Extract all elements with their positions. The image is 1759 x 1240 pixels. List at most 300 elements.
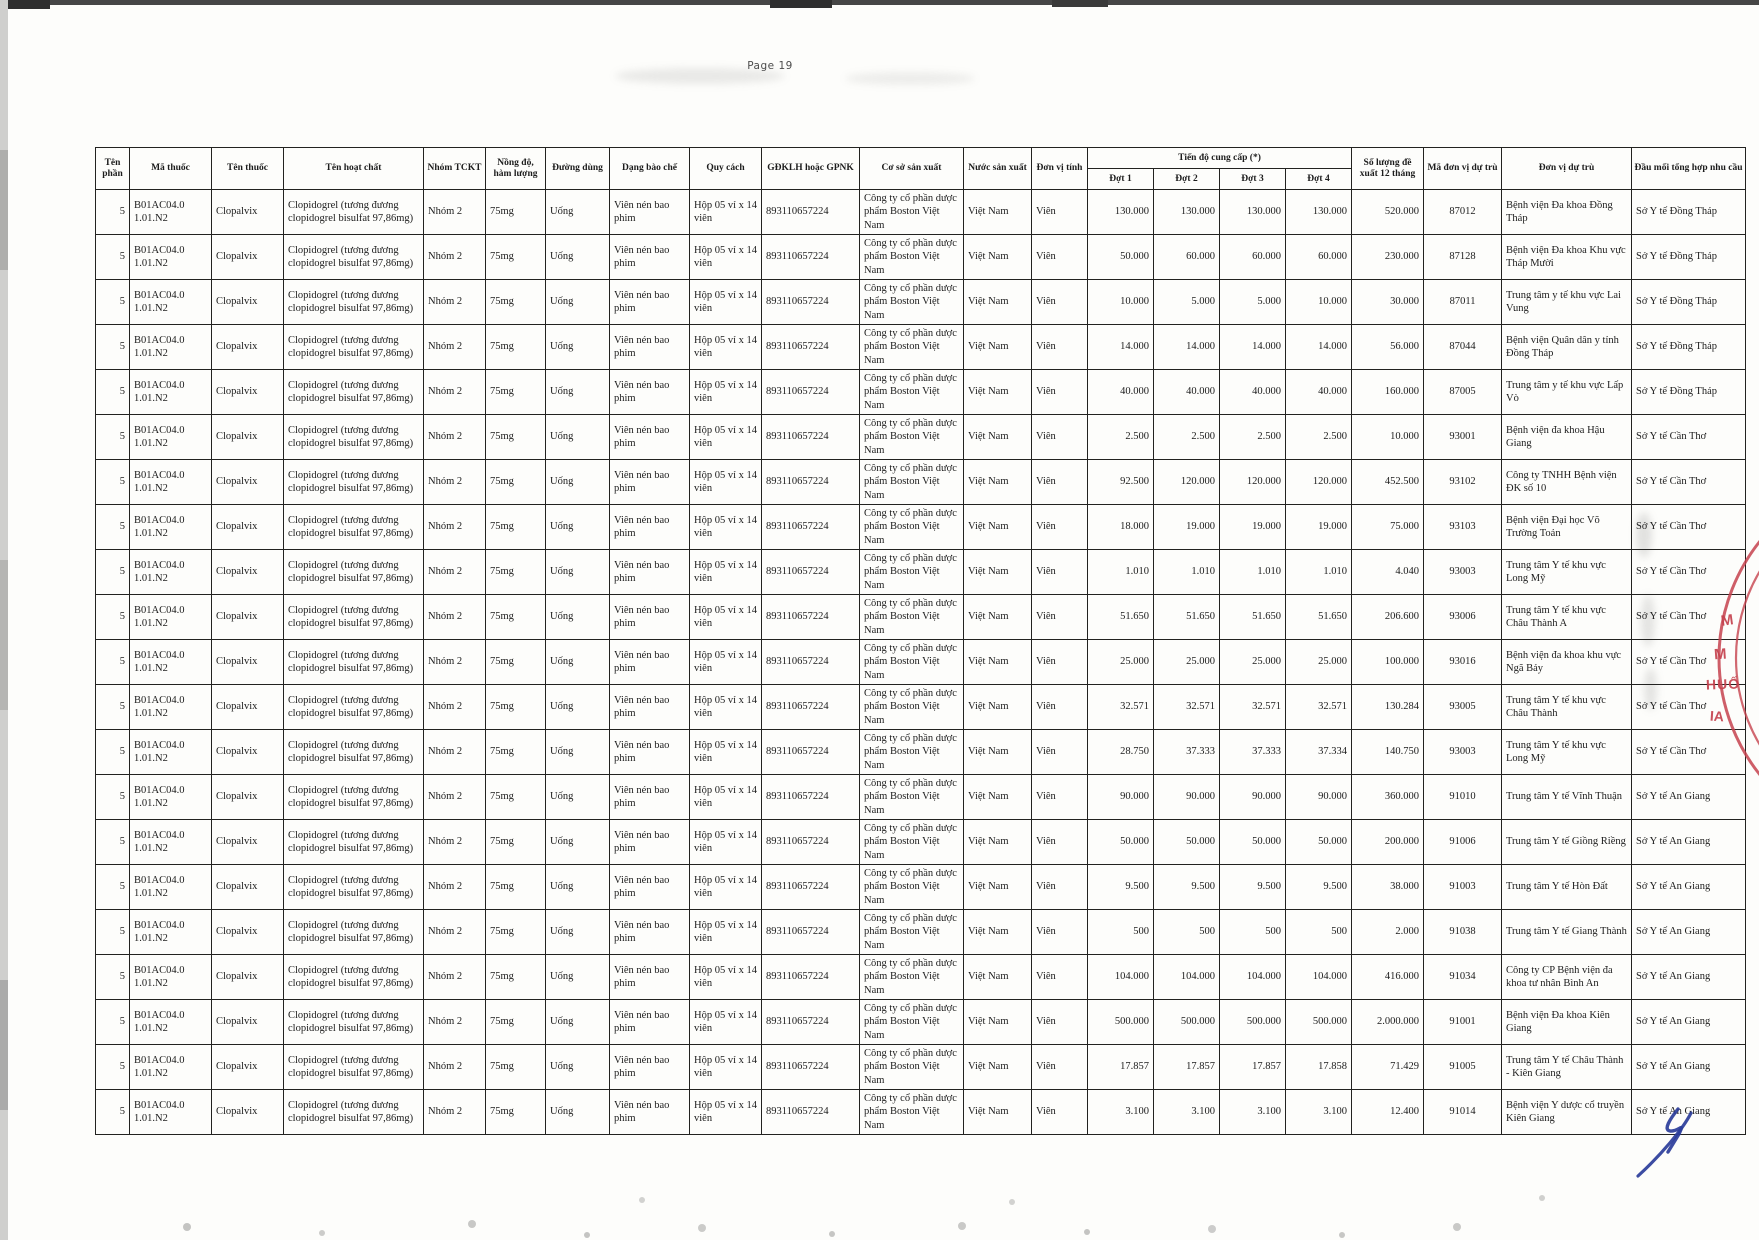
- cell-ten-phan: 5: [96, 865, 130, 910]
- cell-ten-hoat-chat: Clopidogrel (tương đương clopidogrel bisulfat 97,86mg): [284, 280, 424, 325]
- cell-dot-4: 10.000: [1286, 280, 1352, 325]
- cell-don-vi-tinh: Viên: [1032, 280, 1088, 325]
- cell-duong-dung: Uống: [546, 1045, 610, 1090]
- cell-don-vi-tinh: Viên: [1032, 730, 1088, 775]
- cell-dau-moi: Sở Y tế Đồng Tháp: [1632, 325, 1746, 370]
- col-header-don-vi-tinh: Đơn vị tính: [1032, 148, 1088, 190]
- cell-so-luong-12-thang: 200.000: [1352, 820, 1424, 865]
- cell-co-so-san-xuat: Công ty cổ phần dược phẩm Boston Việt Nam: [860, 730, 964, 775]
- cell-so-luong-12-thang: 452.500: [1352, 460, 1424, 505]
- cell-quy-cach: Hộp 05 vỉ x 14 viên: [690, 595, 762, 640]
- cell-ten-thuoc: Clopalvix: [212, 370, 284, 415]
- scan-noise-dots: [0, 0, 4, 4]
- cell-dot-4: 51.650: [1286, 595, 1352, 640]
- cell-nong-do: 75mg: [486, 775, 546, 820]
- cell-ten-hoat-chat: Clopidogrel (tương đương clopidogrel bisulfat 97,86mg): [284, 460, 424, 505]
- cell-co-so-san-xuat: Công ty cổ phần dược phẩm Boston Việt Nam: [860, 1090, 964, 1135]
- cell-don-vi-du-tru: Bệnh viện đa khoa khu vực Ngã Bảy: [1502, 640, 1632, 685]
- cell-ten-hoat-chat: Clopidogrel (tương đương clopidogrel bisulfat 97,86mg): [284, 595, 424, 640]
- cell-gdklh: 893110657224: [762, 505, 860, 550]
- table-row: [96, 325, 1746, 370]
- col-header-quy-cach: Quy cách: [690, 148, 762, 190]
- cell-dot-2: 2.500: [1154, 415, 1220, 460]
- cell-dau-moi: Sở Y tế Cần Thơ: [1632, 730, 1746, 775]
- cell-dot-2: 17.857: [1154, 1045, 1220, 1090]
- cell-dang-bao-che: Viên nén bao phim: [610, 685, 690, 730]
- cell-duong-dung: Uống: [546, 235, 610, 280]
- cell-ma-thuoc: B01AC04.0 1.01.N2: [130, 325, 212, 370]
- cell-gdklh: 893110657224: [762, 370, 860, 415]
- cell-dot-3: 9.500: [1220, 865, 1286, 910]
- cell-ten-hoat-chat: Clopidogrel (tương đương clopidogrel bisulfat 97,86mg): [284, 1045, 424, 1090]
- cell-co-so-san-xuat: Công ty cổ phần dược phẩm Boston Việt Nam: [860, 415, 964, 460]
- cell-don-vi-tinh: Viên: [1032, 1090, 1088, 1135]
- cell-ten-hoat-chat: Clopidogrel (tương đương clopidogrel bisulfat 97,86mg): [284, 1000, 424, 1045]
- cell-co-so-san-xuat: Công ty cổ phần dược phẩm Boston Việt Nam: [860, 1045, 964, 1090]
- cell-dang-bao-che: Viên nén bao phim: [610, 865, 690, 910]
- cell-ten-hoat-chat: Clopidogrel (tương đương clopidogrel bisulfat 97,86mg): [284, 640, 424, 685]
- cell-gdklh: 893110657224: [762, 235, 860, 280]
- cell-so-luong-12-thang: 75.000: [1352, 505, 1424, 550]
- cell-so-luong-12-thang: 230.000: [1352, 235, 1424, 280]
- cell-nuoc-san-xuat: Việt Nam: [964, 190, 1032, 235]
- cell-co-so-san-xuat: Công ty cổ phần dược phẩm Boston Việt Nam: [860, 595, 964, 640]
- cell-duong-dung: Uống: [546, 820, 610, 865]
- table-row: [96, 640, 1746, 685]
- cell-duong-dung: Uống: [546, 190, 610, 235]
- cell-don-vi-du-tru: Bệnh viện Đa khoa Kiên Giang: [1502, 1000, 1632, 1045]
- col-header-so-luong-12-thang: Số lượng đề xuất 12 tháng: [1352, 148, 1424, 190]
- cell-ma-don-vi-du-tru: 87011: [1424, 280, 1502, 325]
- cell-ma-thuoc: B01AC04.0 1.01.N2: [130, 595, 212, 640]
- cell-don-vi-du-tru: Bệnh viện Đa khoa Khu vực Tháp Mười: [1502, 235, 1632, 280]
- cell-dot-2: 9.500: [1154, 865, 1220, 910]
- cell-ma-thuoc: B01AC04.0 1.01.N2: [130, 1045, 212, 1090]
- table-row: [96, 910, 1746, 955]
- cell-dot-3: 37.333: [1220, 730, 1286, 775]
- cell-so-luong-12-thang: 520.000: [1352, 190, 1424, 235]
- table-row: [96, 280, 1746, 325]
- cell-ma-don-vi-du-tru: 87005: [1424, 370, 1502, 415]
- cell-ten-phan: 5: [96, 910, 130, 955]
- cell-dot-1: 17.857: [1088, 1045, 1154, 1090]
- cell-gdklh: 893110657224: [762, 325, 860, 370]
- cell-don-vi-du-tru: Trung tâm y tế khu vực Lai Vung: [1502, 280, 1632, 325]
- cell-co-so-san-xuat: Công ty cổ phần dược phẩm Boston Việt Nam: [860, 775, 964, 820]
- cell-dot-4: 32.571: [1286, 685, 1352, 730]
- cell-quy-cach: Hộp 05 vỉ x 14 viên: [690, 820, 762, 865]
- cell-duong-dung: Uống: [546, 280, 610, 325]
- cell-nong-do: 75mg: [486, 235, 546, 280]
- cell-nuoc-san-xuat: Việt Nam: [964, 415, 1032, 460]
- table-row: [96, 460, 1746, 505]
- cell-ten-phan: 5: [96, 955, 130, 1000]
- cell-don-vi-tinh: Viên: [1032, 820, 1088, 865]
- cell-gdklh: 893110657224: [762, 460, 860, 505]
- cell-ten-thuoc: Clopalvix: [212, 775, 284, 820]
- cell-dau-moi: Sở Y tế Đồng Tháp: [1632, 280, 1746, 325]
- cell-dot-3: 40.000: [1220, 370, 1286, 415]
- cell-ma-thuoc: B01AC04.0 1.01.N2: [130, 685, 212, 730]
- cell-ten-phan: 5: [96, 235, 130, 280]
- cell-duong-dung: Uống: [546, 910, 610, 955]
- cell-ma-don-vi-du-tru: 91003: [1424, 865, 1502, 910]
- cell-gdklh: 893110657224: [762, 1090, 860, 1135]
- cell-ten-thuoc: Clopalvix: [212, 1090, 284, 1135]
- cell-nhom-tckt: Nhóm 2: [424, 235, 486, 280]
- cell-nong-do: 75mg: [486, 190, 546, 235]
- cell-duong-dung: Uống: [546, 415, 610, 460]
- cell-dot-2: 37.333: [1154, 730, 1220, 775]
- cell-dot-2: 120.000: [1154, 460, 1220, 505]
- cell-dot-2: 32.571: [1154, 685, 1220, 730]
- col-header-ma-don-vi-du-tru: Mã đơn vị dự trù: [1424, 148, 1502, 190]
- cell-don-vi-tinh: Viên: [1032, 910, 1088, 955]
- cell-quy-cach: Hộp 05 vỉ x 14 viên: [690, 775, 762, 820]
- cell-don-vi-tinh: Viên: [1032, 1000, 1088, 1045]
- cell-ma-don-vi-du-tru: 93102: [1424, 460, 1502, 505]
- cell-ten-phan: 5: [96, 190, 130, 235]
- cell-dot-4: 104.000: [1286, 955, 1352, 1000]
- cell-ten-hoat-chat: Clopidogrel (tương đương clopidogrel bisulfat 97,86mg): [284, 505, 424, 550]
- cell-nuoc-san-xuat: Việt Nam: [964, 910, 1032, 955]
- cell-quy-cach: Hộp 05 vỉ x 14 viên: [690, 1090, 762, 1135]
- cell-dot-4: 3.100: [1286, 1090, 1352, 1135]
- cell-ma-don-vi-du-tru: 91034: [1424, 955, 1502, 1000]
- cell-nuoc-san-xuat: Việt Nam: [964, 460, 1032, 505]
- cell-dot-1: 130.000: [1088, 190, 1154, 235]
- cell-dot-4: 1.010: [1286, 550, 1352, 595]
- cell-ma-thuoc: B01AC04.0 1.01.N2: [130, 820, 212, 865]
- cell-don-vi-tinh: Viên: [1032, 550, 1088, 595]
- cell-dot-4: 60.000: [1286, 235, 1352, 280]
- cell-nhom-tckt: Nhóm 2: [424, 1090, 486, 1135]
- cell-don-vi-tinh: Viên: [1032, 460, 1088, 505]
- cell-ma-don-vi-du-tru: 91038: [1424, 910, 1502, 955]
- cell-ten-phan: 5: [96, 1000, 130, 1045]
- cell-nhom-tckt: Nhóm 2: [424, 820, 486, 865]
- cell-dot-1: 18.000: [1088, 505, 1154, 550]
- cell-dot-3: 19.000: [1220, 505, 1286, 550]
- cell-ma-thuoc: B01AC04.0 1.01.N2: [130, 910, 212, 955]
- cell-quy-cach: Hộp 05 vỉ x 14 viên: [690, 505, 762, 550]
- cell-duong-dung: Uống: [546, 505, 610, 550]
- cell-dot-4: 40.000: [1286, 370, 1352, 415]
- cell-nhom-tckt: Nhóm 2: [424, 775, 486, 820]
- cell-ma-thuoc: B01AC04.0 1.01.N2: [130, 550, 212, 595]
- col-header-dot-2: Đợt 2: [1154, 169, 1220, 190]
- cell-dot-3: 104.000: [1220, 955, 1286, 1000]
- cell-quy-cach: Hộp 05 vỉ x 14 viên: [690, 415, 762, 460]
- cell-so-luong-12-thang: 160.000: [1352, 370, 1424, 415]
- cell-so-luong-12-thang: 30.000: [1352, 280, 1424, 325]
- col-header-gdklh: GĐKLH hoặc GPNK: [762, 148, 860, 190]
- cell-ma-don-vi-du-tru: 93006: [1424, 595, 1502, 640]
- cell-so-luong-12-thang: 2.000.000: [1352, 1000, 1424, 1045]
- cell-nhom-tckt: Nhóm 2: [424, 280, 486, 325]
- cell-dot-1: 500.000: [1088, 1000, 1154, 1045]
- cell-ma-thuoc: B01AC04.0 1.01.N2: [130, 865, 212, 910]
- cell-don-vi-du-tru: Bệnh viện đa khoa Hậu Giang: [1502, 415, 1632, 460]
- cell-gdklh: 893110657224: [762, 910, 860, 955]
- cell-dot-1: 500: [1088, 910, 1154, 955]
- cell-nuoc-san-xuat: Việt Nam: [964, 550, 1032, 595]
- cell-dot-1: 40.000: [1088, 370, 1154, 415]
- cell-dot-3: 32.571: [1220, 685, 1286, 730]
- cell-don-vi-tinh: Viên: [1032, 685, 1088, 730]
- cell-dot-2: 51.650: [1154, 595, 1220, 640]
- cell-dot-2: 1.010: [1154, 550, 1220, 595]
- cell-nong-do: 75mg: [486, 1000, 546, 1045]
- cell-dau-moi: Sở Y tế An Giang: [1632, 1090, 1746, 1135]
- cell-dau-moi: Sở Y tế Đồng Tháp: [1632, 370, 1746, 415]
- cell-nong-do: 75mg: [486, 730, 546, 775]
- cell-nhom-tckt: Nhóm 2: [424, 460, 486, 505]
- cell-dot-3: 50.000: [1220, 820, 1286, 865]
- cell-don-vi-du-tru: Trung tâm Y tế khu vực Long Mỹ: [1502, 730, 1632, 775]
- table-row: [96, 505, 1746, 550]
- cell-duong-dung: Uống: [546, 640, 610, 685]
- cell-nhom-tckt: Nhóm 2: [424, 190, 486, 235]
- cell-dang-bao-che: Viên nén bao phim: [610, 190, 690, 235]
- cell-don-vi-tinh: Viên: [1032, 595, 1088, 640]
- cell-nhom-tckt: Nhóm 2: [424, 325, 486, 370]
- cell-ma-thuoc: B01AC04.0 1.01.N2: [130, 370, 212, 415]
- cell-ma-don-vi-du-tru: 91014: [1424, 1090, 1502, 1135]
- cell-dot-1: 3.100: [1088, 1090, 1154, 1135]
- cell-co-so-san-xuat: Công ty cổ phần dược phẩm Boston Việt Nam: [860, 640, 964, 685]
- cell-nong-do: 75mg: [486, 1045, 546, 1090]
- cell-dau-moi: Sở Y tế Đồng Tháp: [1632, 190, 1746, 235]
- cell-dot-4: 9.500: [1286, 865, 1352, 910]
- cell-don-vi-du-tru: Trung tâm Y tế Giồng Riềng: [1502, 820, 1632, 865]
- cell-duong-dung: Uống: [546, 550, 610, 595]
- scan-smudge: [845, 72, 975, 85]
- cell-duong-dung: Uống: [546, 460, 610, 505]
- cell-don-vi-tinh: Viên: [1032, 325, 1088, 370]
- cell-don-vi-tinh: Viên: [1032, 1045, 1088, 1090]
- cell-don-vi-du-tru: Công ty TNHH Bệnh viện ĐK số 10: [1502, 460, 1632, 505]
- cell-nuoc-san-xuat: Việt Nam: [964, 505, 1032, 550]
- cell-dau-moi: Sở Y tế An Giang: [1632, 1045, 1746, 1090]
- cell-dang-bao-che: Viên nén bao phim: [610, 280, 690, 325]
- cell-dau-moi: Sở Y tế An Giang: [1632, 775, 1746, 820]
- cell-ten-thuoc: Clopalvix: [212, 550, 284, 595]
- cell-dang-bao-che: Viên nén bao phim: [610, 775, 690, 820]
- cell-quy-cach: Hộp 05 vỉ x 14 viên: [690, 190, 762, 235]
- cell-ten-hoat-chat: Clopidogrel (tương đương clopidogrel bisulfat 97,86mg): [284, 955, 424, 1000]
- cell-dot-3: 1.010: [1220, 550, 1286, 595]
- cell-dang-bao-che: Viên nén bao phim: [610, 595, 690, 640]
- cell-ma-don-vi-du-tru: 87128: [1424, 235, 1502, 280]
- cell-ten-thuoc: Clopalvix: [212, 460, 284, 505]
- cell-ten-thuoc: Clopalvix: [212, 280, 284, 325]
- cell-quy-cach: Hộp 05 vỉ x 14 viên: [690, 955, 762, 1000]
- cell-ten-thuoc: Clopalvix: [212, 415, 284, 460]
- cell-ten-phan: 5: [96, 370, 130, 415]
- cell-ma-thuoc: B01AC04.0 1.01.N2: [130, 640, 212, 685]
- cell-nuoc-san-xuat: Việt Nam: [964, 775, 1032, 820]
- cell-dang-bao-che: Viên nén bao phim: [610, 1045, 690, 1090]
- cell-ma-thuoc: B01AC04.0 1.01.N2: [130, 460, 212, 505]
- cell-nhom-tckt: Nhóm 2: [424, 1000, 486, 1045]
- cell-dot-3: 2.500: [1220, 415, 1286, 460]
- cell-dau-moi: Sở Y tế Cần Thơ: [1632, 685, 1746, 730]
- cell-nhom-tckt: Nhóm 2: [424, 1045, 486, 1090]
- stamp-text-fragment: M: [1719, 611, 1735, 630]
- cell-nong-do: 75mg: [486, 640, 546, 685]
- col-header-co-so-san-xuat: Cơ sở sản xuất: [860, 148, 964, 190]
- cell-nuoc-san-xuat: Việt Nam: [964, 865, 1032, 910]
- table-row: [96, 235, 1746, 280]
- cell-dot-4: 50.000: [1286, 820, 1352, 865]
- header-row-1: [96, 148, 1746, 169]
- cell-ten-phan: 5: [96, 280, 130, 325]
- cell-so-luong-12-thang: 416.000: [1352, 955, 1424, 1000]
- cell-so-luong-12-thang: 4.040: [1352, 550, 1424, 595]
- table-row: [96, 1045, 1746, 1090]
- cell-dot-3: 120.000: [1220, 460, 1286, 505]
- cell-duong-dung: Uống: [546, 730, 610, 775]
- cell-ma-don-vi-du-tru: 87044: [1424, 325, 1502, 370]
- cell-ten-phan: 5: [96, 595, 130, 640]
- cell-nuoc-san-xuat: Việt Nam: [964, 1045, 1032, 1090]
- cell-nhom-tckt: Nhóm 2: [424, 730, 486, 775]
- cell-gdklh: 893110657224: [762, 820, 860, 865]
- col-header-dang-bao-che: Dạng bào chế: [610, 148, 690, 190]
- cell-dot-4: 120.000: [1286, 460, 1352, 505]
- cell-dang-bao-che: Viên nén bao phim: [610, 820, 690, 865]
- cell-ten-thuoc: Clopalvix: [212, 910, 284, 955]
- cell-dang-bao-che: Viên nén bao phim: [610, 640, 690, 685]
- cell-nuoc-san-xuat: Việt Nam: [964, 685, 1032, 730]
- cell-don-vi-tinh: Viên: [1032, 415, 1088, 460]
- scan-edge-top: [0, 0, 1759, 5]
- cell-nhom-tckt: Nhóm 2: [424, 595, 486, 640]
- cell-ma-don-vi-du-tru: 93103: [1424, 505, 1502, 550]
- cell-duong-dung: Uống: [546, 1090, 610, 1135]
- cell-dot-2: 25.000: [1154, 640, 1220, 685]
- cell-co-so-san-xuat: Công ty cổ phần dược phẩm Boston Việt Nam: [860, 325, 964, 370]
- cell-co-so-san-xuat: Công ty cổ phần dược phẩm Boston Việt Nam: [860, 910, 964, 955]
- cell-ten-phan: 5: [96, 415, 130, 460]
- cell-quy-cach: Hộp 05 vỉ x 14 viên: [690, 1000, 762, 1045]
- stamp-text-fragment: HUỐ: [1705, 675, 1741, 693]
- cell-ten-hoat-chat: Clopidogrel (tương đương clopidogrel bisulfat 97,86mg): [284, 775, 424, 820]
- scan-smudge: [0, 980, 8, 1110]
- cell-co-so-san-xuat: Công ty cổ phần dược phẩm Boston Việt Nam: [860, 550, 964, 595]
- cell-ten-phan: 5: [96, 325, 130, 370]
- cell-co-so-san-xuat: Công ty cổ phần dược phẩm Boston Việt Nam: [860, 280, 964, 325]
- cell-so-luong-12-thang: 10.000: [1352, 415, 1424, 460]
- signature-mark: [1630, 1103, 1720, 1188]
- cell-dang-bao-che: Viên nén bao phim: [610, 910, 690, 955]
- cell-ten-thuoc: Clopalvix: [212, 865, 284, 910]
- col-header-dau-moi: Đầu mối tổng hợp nhu cầu: [1632, 148, 1746, 190]
- cell-dot-2: 14.000: [1154, 325, 1220, 370]
- table-body: [96, 190, 1746, 1135]
- cell-dau-moi: Sở Y tế Cần Thơ: [1632, 505, 1746, 550]
- cell-gdklh: 893110657224: [762, 685, 860, 730]
- cell-don-vi-tinh: Viên: [1032, 865, 1088, 910]
- cell-ten-thuoc: Clopalvix: [212, 685, 284, 730]
- cell-dau-moi: Sở Y tế An Giang: [1632, 865, 1746, 910]
- cell-ma-thuoc: B01AC04.0 1.01.N2: [130, 775, 212, 820]
- cell-dau-moi: Sở Y tế Cần Thơ: [1632, 595, 1746, 640]
- col-header-ten-hoat-chat: Tên hoạt chất: [284, 148, 424, 190]
- cell-so-luong-12-thang: 38.000: [1352, 865, 1424, 910]
- col-header-nong-do: Nồng độ, hàm lượng: [486, 148, 546, 190]
- col-header-tien-do-cung-cap: Tiến độ cung cấp (*): [1088, 148, 1352, 169]
- cell-ten-phan: 5: [96, 460, 130, 505]
- cell-nuoc-san-xuat: Việt Nam: [964, 1000, 1032, 1045]
- cell-dot-1: 1.010: [1088, 550, 1154, 595]
- cell-so-luong-12-thang: 12.400: [1352, 1090, 1424, 1135]
- cell-don-vi-du-tru: Bệnh viện Đại học Võ Trường Toản: [1502, 505, 1632, 550]
- cell-nhom-tckt: Nhóm 2: [424, 640, 486, 685]
- cell-dot-4: 500.000: [1286, 1000, 1352, 1045]
- cell-dang-bao-che: Viên nén bao phim: [610, 370, 690, 415]
- cell-ten-hoat-chat: Clopidogrel (tương đương clopidogrel bisulfat 97,86mg): [284, 325, 424, 370]
- cell-don-vi-tinh: Viên: [1032, 775, 1088, 820]
- cell-so-luong-12-thang: 100.000: [1352, 640, 1424, 685]
- cell-quy-cach: Hộp 05 vỉ x 14 viên: [690, 730, 762, 775]
- cell-dau-moi: Sở Y tế An Giang: [1632, 820, 1746, 865]
- col-header-nhom-tckt: Nhóm TCKT: [424, 148, 486, 190]
- cell-dau-moi: Sở Y tế Cần Thơ: [1632, 640, 1746, 685]
- cell-quy-cach: Hộp 05 vỉ x 14 viên: [690, 910, 762, 955]
- cell-ten-hoat-chat: Clopidogrel (tương đương clopidogrel bisulfat 97,86mg): [284, 820, 424, 865]
- cell-quy-cach: Hộp 05 vỉ x 14 viên: [690, 640, 762, 685]
- cell-nhom-tckt: Nhóm 2: [424, 550, 486, 595]
- cell-dot-4: 2.500: [1286, 415, 1352, 460]
- cell-dang-bao-che: Viên nén bao phim: [610, 550, 690, 595]
- col-header-nuoc-san-xuat: Nước sản xuất: [964, 148, 1032, 190]
- cell-don-vi-tinh: Viên: [1032, 955, 1088, 1000]
- cell-nong-do: 75mg: [486, 325, 546, 370]
- cell-ma-don-vi-du-tru: 87012: [1424, 190, 1502, 235]
- cell-ten-phan: 5: [96, 775, 130, 820]
- cell-don-vi-du-tru: Trung tâm Y tế Giang Thành: [1502, 910, 1632, 955]
- cell-gdklh: 893110657224: [762, 415, 860, 460]
- cell-nuoc-san-xuat: Việt Nam: [964, 730, 1032, 775]
- cell-ma-don-vi-du-tru: 93003: [1424, 730, 1502, 775]
- cell-ten-phan: 5: [96, 730, 130, 775]
- stamp-arcs-icon: [1588, 468, 1759, 803]
- cell-ten-thuoc: Clopalvix: [212, 1045, 284, 1090]
- cell-ma-thuoc: B01AC04.0 1.01.N2: [130, 730, 212, 775]
- col-header-dot-4: Đợt 4: [1286, 169, 1352, 190]
- cell-nhom-tckt: Nhóm 2: [424, 955, 486, 1000]
- cell-dot-1: 28.750: [1088, 730, 1154, 775]
- cell-ten-thuoc: Clopalvix: [212, 595, 284, 640]
- table-row: [96, 1000, 1746, 1045]
- cell-dang-bao-che: Viên nén bao phim: [610, 415, 690, 460]
- cell-gdklh: 893110657224: [762, 595, 860, 640]
- cell-co-so-san-xuat: Công ty cổ phần dược phẩm Boston Việt Nam: [860, 370, 964, 415]
- cell-nong-do: 75mg: [486, 865, 546, 910]
- cell-dot-3: 500: [1220, 910, 1286, 955]
- cell-so-luong-12-thang: 360.000: [1352, 775, 1424, 820]
- cell-dot-3: 500.000: [1220, 1000, 1286, 1045]
- cell-nong-do: 75mg: [486, 910, 546, 955]
- cell-ten-hoat-chat: Clopidogrel (tương đương clopidogrel bisulfat 97,86mg): [284, 550, 424, 595]
- col-header-ten-thuoc: Tên thuốc: [212, 148, 284, 190]
- cell-ma-thuoc: B01AC04.0 1.01.N2: [130, 190, 212, 235]
- cell-ten-thuoc: Clopalvix: [212, 1000, 284, 1045]
- cell-dang-bao-che: Viên nén bao phim: [610, 235, 690, 280]
- cell-nong-do: 75mg: [486, 415, 546, 460]
